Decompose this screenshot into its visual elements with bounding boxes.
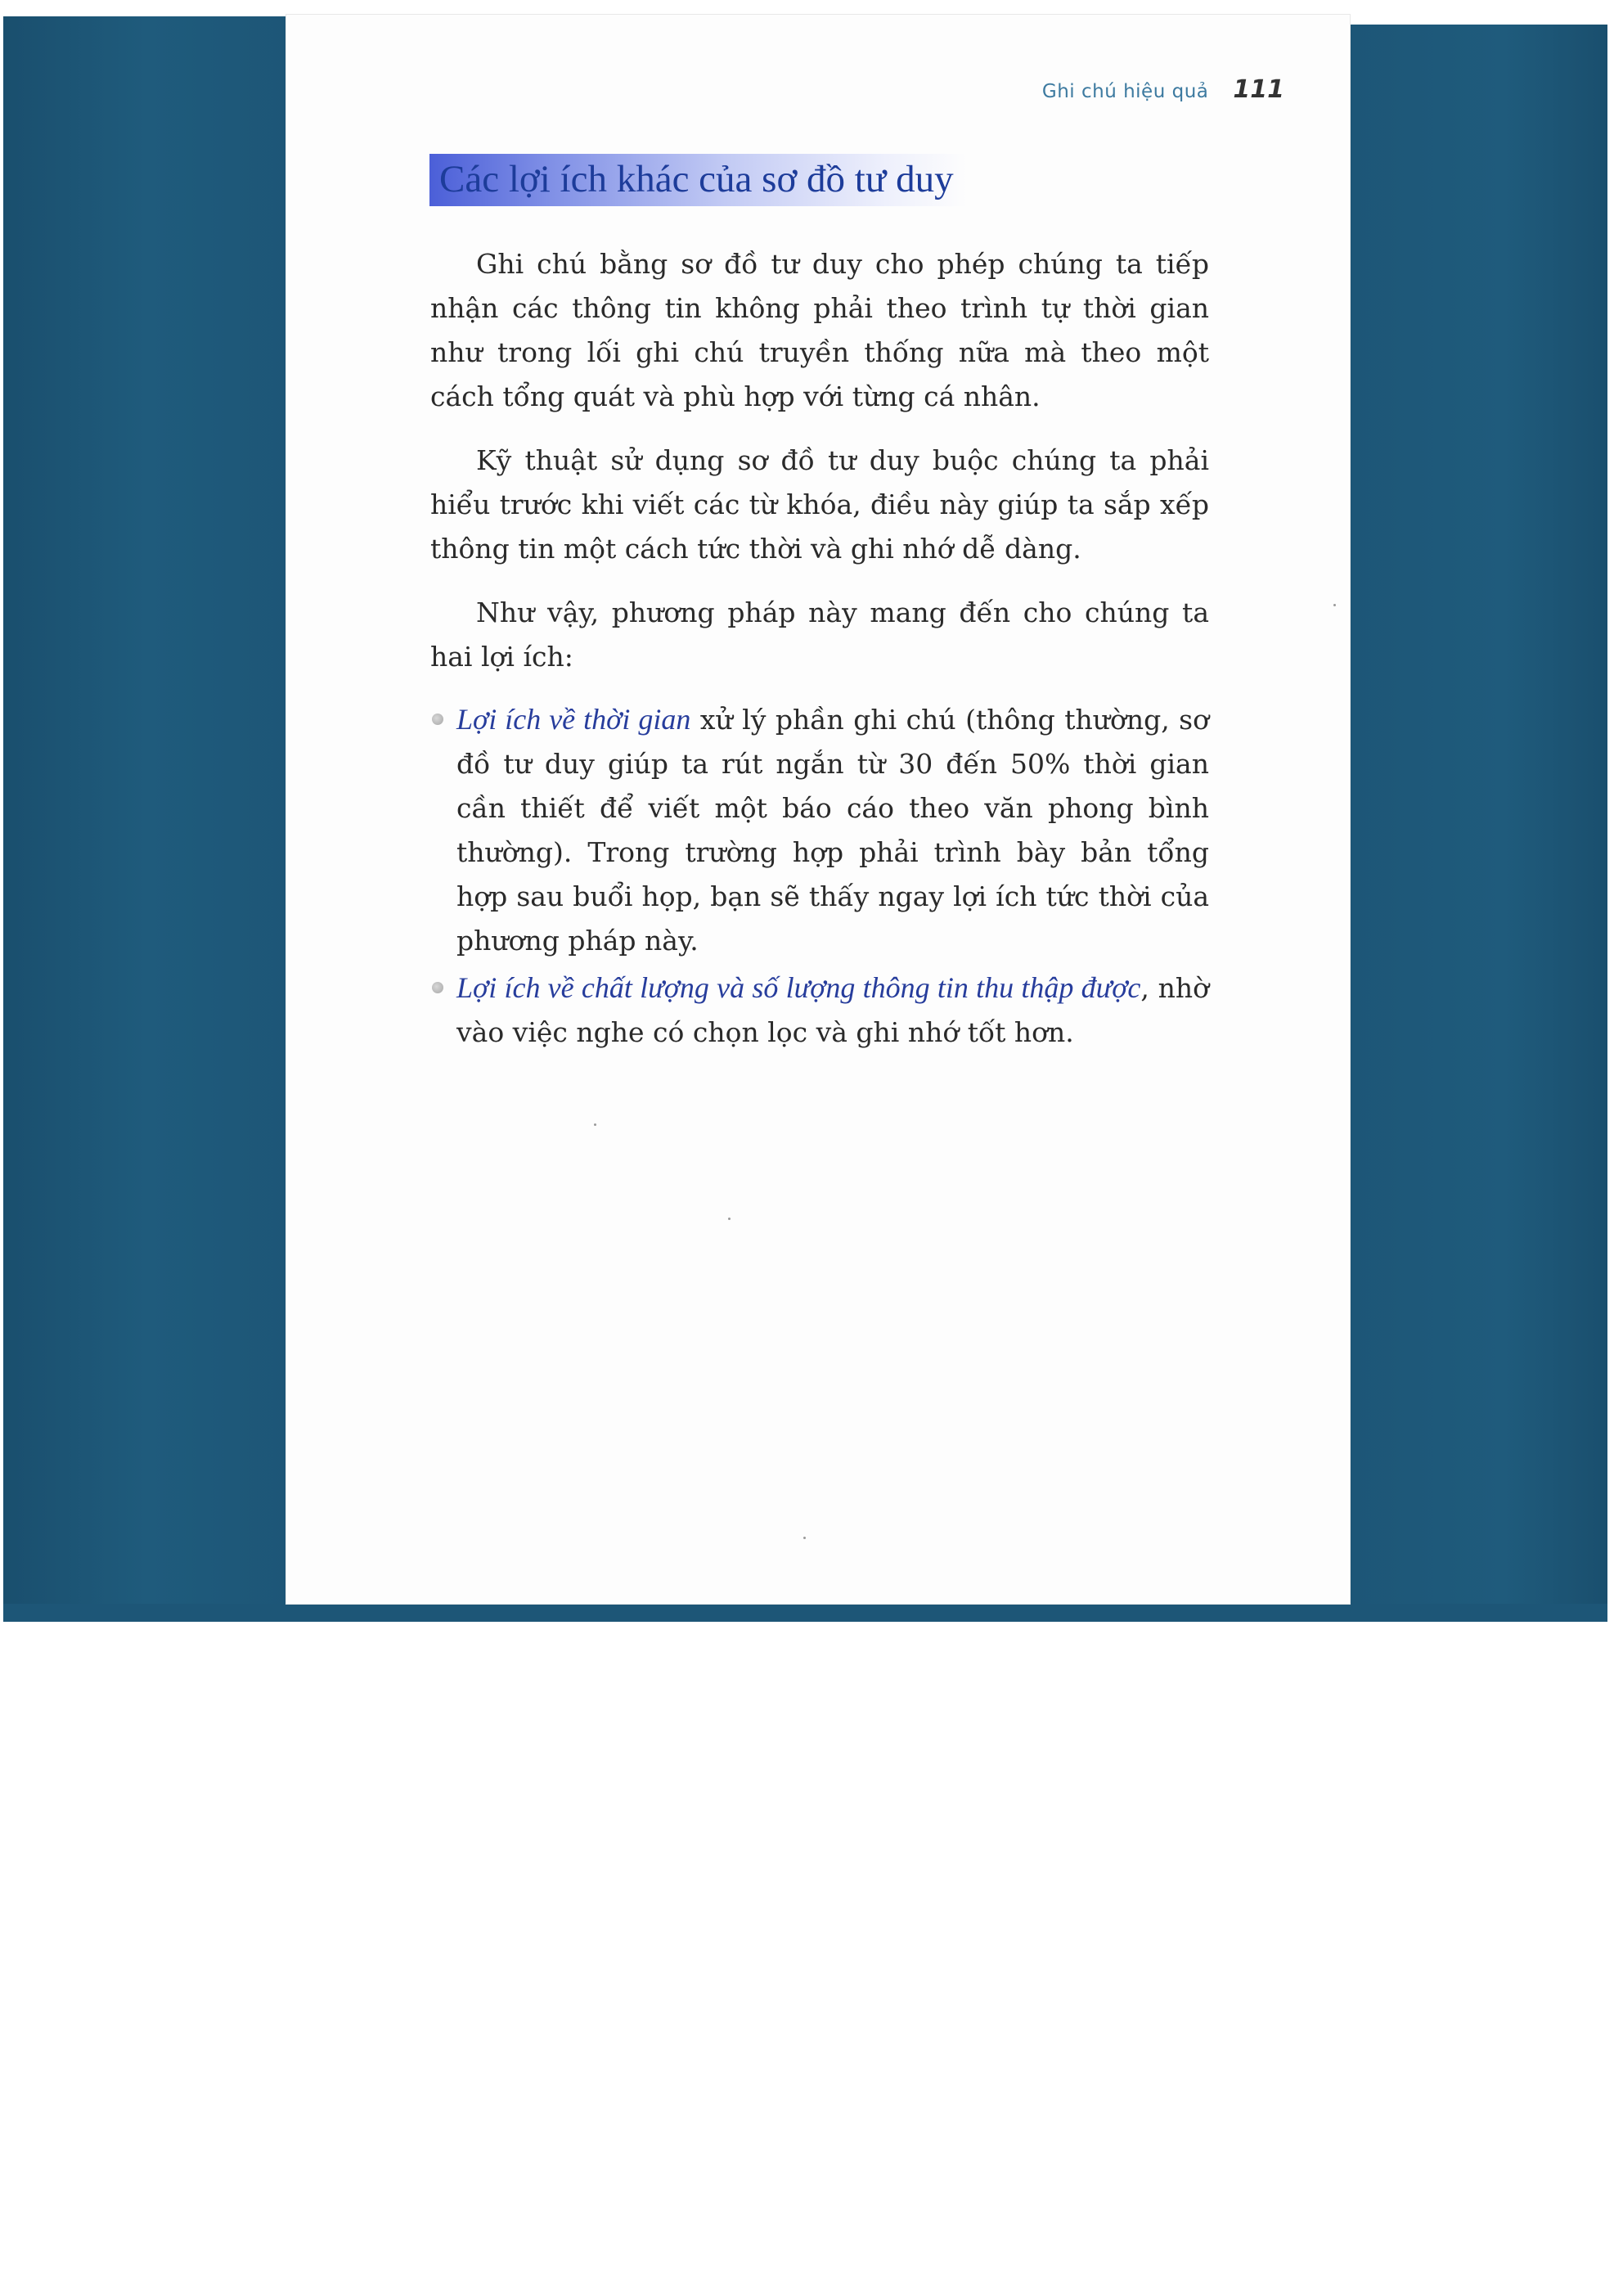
book-page [286, 15, 1350, 1604]
quality-benefit-title: Lợi ích về chất lượng và số lượng thông tin thu thập được [456, 971, 1141, 1004]
scan-speck [728, 1218, 731, 1220]
right-blue-border [1350, 25, 1607, 1622]
bullet-dot-icon [432, 714, 443, 725]
paragraph-3: Như vậy, phương pháp này mang đến cho chúng ta hai lợi ích: [430, 597, 1209, 673]
page-header [1042, 75, 1284, 104]
section-heading-wrap [429, 154, 967, 206]
bottom-blue-border [3, 1604, 1607, 1622]
body-text [430, 242, 1209, 1057]
bullet-dot-icon [432, 982, 443, 993]
list-item-time-benefit [430, 697, 1209, 963]
running-head: Ghi chú hiệu quả [1041, 81, 1209, 102]
paragraph-2: Kỹ thuật sử dụng sơ đồ tư duy buộc chúng ta phải hiểu trước khi viết các từ khóa, điều này giúp ta sắp xếp thông tin một cách tức thời và ghi nhớ dễ dàng. [430, 444, 1209, 565]
left-blue-border [3, 16, 290, 1609]
scan-speck [1333, 604, 1336, 606]
list-item-quality-benefit [430, 966, 1209, 1055]
quality-benefit-text: , nhờ vào việc nghe có chọn lọc và ghi nhớ tốt hơn. [456, 972, 1209, 1048]
scan-speck [594, 1123, 596, 1126]
page-number: 111 [1233, 75, 1284, 104]
section-heading: Các lợi ích khác của sơ đồ tư duy [429, 154, 967, 206]
time-benefit-text: xử lý phần ghi chú (thông thường, sơ đồ tư duy giúp ta rút ngắn từ 30 đến 50% thời gian cần thiết để viết một báo cáo theo văn phong bình thường). Trong trường hợp phải trình bày bản tổng hợp sau buổi họp, bạn sẽ thấy ngay lợi ích tức thời của phương pháp này. [456, 704, 1209, 957]
time-benefit-title: Lợi ích về thời gian [456, 703, 691, 736]
benefit-list [430, 697, 1209, 1055]
scan-speck [803, 1537, 806, 1539]
paragraph-1: Ghi chú bằng sơ đồ tư duy cho phép chúng ta tiếp nhận các thông tin không phải theo trình tự thời gian như trong lối ghi chú truyền thống nữa mà theo một cách tổng quát và phù hợp với từng cá nhân. [430, 248, 1209, 412]
